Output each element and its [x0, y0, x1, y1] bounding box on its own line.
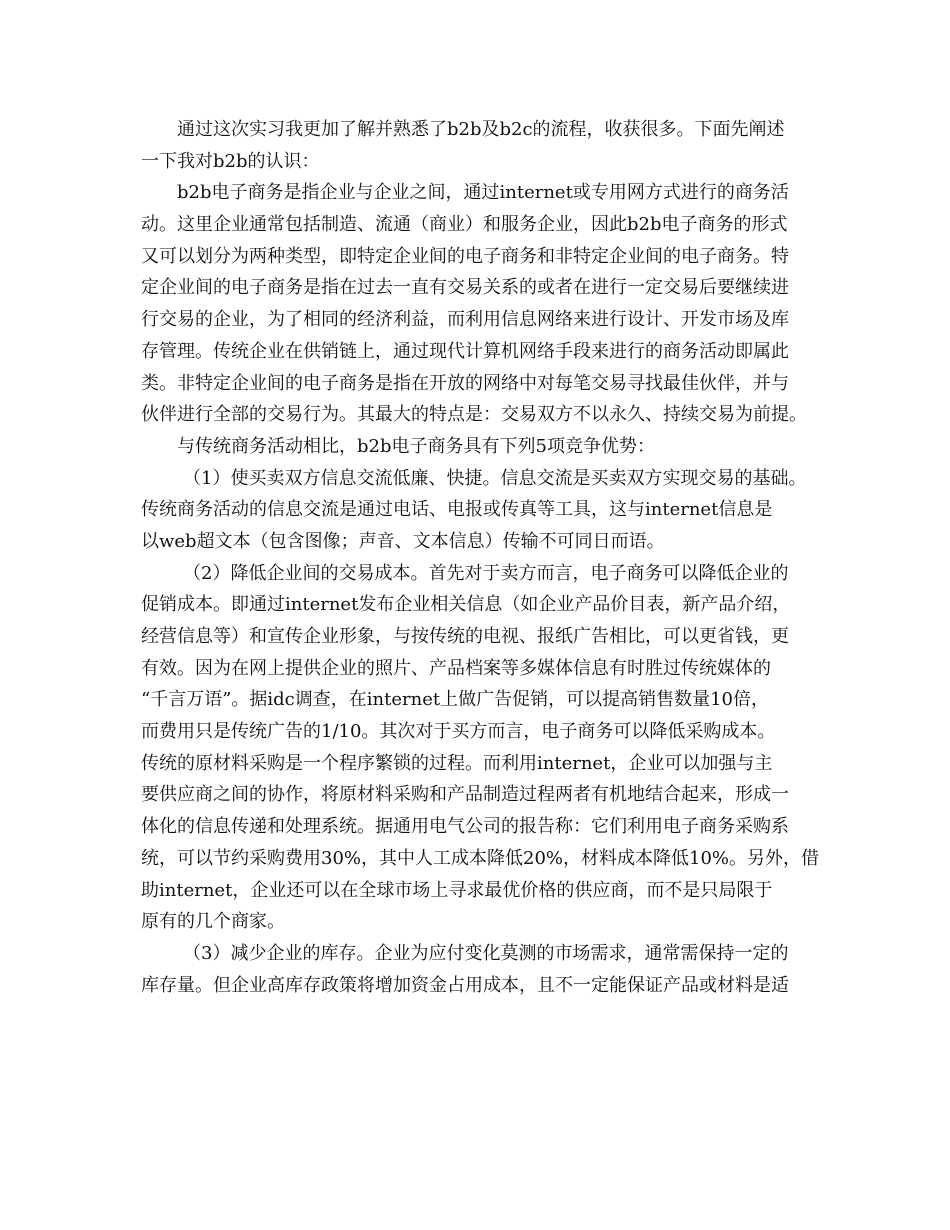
paragraph-line: 通过这次实习我更加了解并熟悉了b2b及b2c的流程，收获很多。下面先阐述 — [177, 119, 785, 140]
paragraph-line: 与传统商务活动相比，b2b电子商务具有下列5项竞争优势： — [177, 435, 655, 457]
paragraph-line: 一下我对b2b的认识： — [141, 150, 320, 172]
paragraph-line: 统，可以节约采购费用30%，其中人工成本降低20%，材料成本降低10%。另外，借 — [141, 847, 820, 869]
paragraph-line: b2b电子商务是指企业与企业之间，通过internet或专用网方式进行的商务活 — [177, 182, 789, 204]
paragraph-line: 行交易的企业，为了相同的经济利益，而利用信息网络来进行设计、开发市场及库 — [141, 309, 789, 331]
paragraph-line: 有效。因为在网上提供企业的照片、产品档案等多媒体信息有时胜过传统媒体的 — [141, 657, 771, 679]
paragraph-line: 存管理。传统企业在供销链上，通过现代计算机网络手段来进行的商务活动即属此 — [141, 340, 789, 362]
paragraph-line: （2）降低企业间的交易成本。首先对于卖方而言，电子商务可以降低企业的 — [183, 562, 789, 584]
paragraph-line: 又可以划分为两种类型，即特定企业间的电子商务和非特定企业间的电子商务。特 — [141, 245, 789, 267]
paragraph-line: 定企业间的电子商务是指在过去一直有交易关系的或者在进行一定交易后要继续进 — [141, 277, 789, 299]
paragraph-line: 以web超文本（包含图像；声音、文本信息）传输不可同日而语。 — [141, 530, 665, 552]
paragraph-line: 伙伴进行全部的交易行为。其最大的特点是：交易双方不以永久、持续交易为前提。 — [141, 404, 807, 426]
paragraph-line: 要供应商之间的协作，将原材料采购和产品制造过程两者有机地结合起来，形成一 — [141, 784, 789, 806]
paragraph-line: 传统商务活动的信息交流是通过电话、电报或传真等工具，这与internet信息是 — [141, 499, 773, 521]
paragraph-line: 传统的原材料采购是一个程序繁锁的过程。而利用internet，企业可以加强与主 — [141, 752, 773, 774]
paragraph-line: 库存量。但企业高库存政策将增加资金占用成本，且不一定能保证产品或材料是适 — [141, 974, 789, 996]
paragraph-line: （1）使买卖双方信息交流低廉、快捷。信息交流是买卖双方实现交易的基础。 — [183, 467, 807, 489]
paragraph-line: 促销成本。即通过internet发布企业相关信息（如企业产品价目表，新产品介绍， — [141, 594, 791, 616]
paragraph-line: 动。这里企业通常包括制造、流通（商业）和服务企业，因此b2b电子商务的形式 — [141, 214, 788, 236]
paragraph-line: 体化的信息传递和处理系统。据通用电气公司的报告称：它们利用电子商务采购系 — [141, 816, 789, 838]
paragraph-line: 经营信息等）和宣传企业形象，与按传统的电视、报纸广告相比，可以更省钱，更 — [141, 626, 789, 647]
paragraph-line: （3）减少企业的库存。企业为应付变化莫测的市场需求，通常需保持一定的 — [183, 942, 789, 964]
paragraph-line: 而费用只是传统广告的1/10。其次对于买方而言，电子商务可以降低采购成本。 — [141, 721, 776, 743]
paragraph-line: 原有的几个商家。 — [141, 911, 285, 933]
paragraph-line: 类。非特定企业间的电子商务是指在开放的网络中对每笔交易寻找最佳伙伴，并与 — [141, 372, 789, 394]
document-body — [141, 114, 823, 1001]
paragraph-line: “千言万语”。据idc调查，在internet上做广告促销，可以提高销售数量10倍， — [141, 689, 769, 711]
paragraph-line: 助internet，企业还可以在全球市场上寻求最优价格的供应商，而不是只局限于 — [141, 879, 773, 901]
